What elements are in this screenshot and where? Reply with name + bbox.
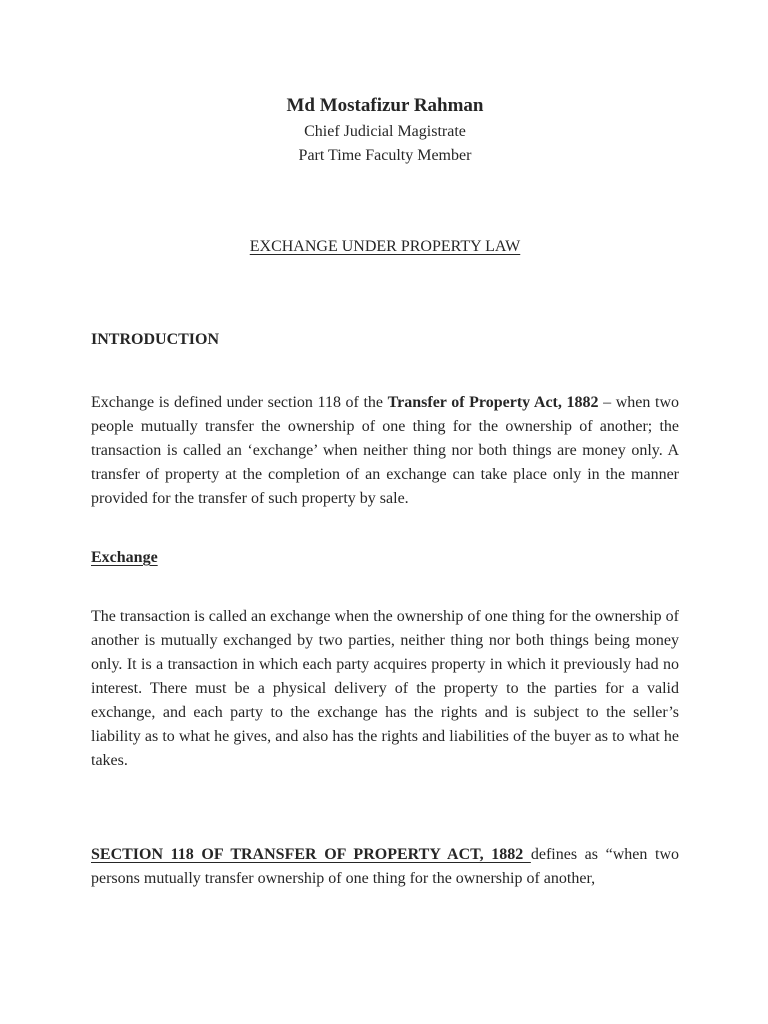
document-title-text: EXCHANGE UNDER PROPERTY LAW (249, 238, 521, 255)
section-118-heading: SECTION 118 OF TRANSFER OF PROPERTY ACT, 1882 (91, 846, 531, 863)
exchange-heading: Exchange (91, 549, 158, 566)
introduction-text-after: – when two people mutually transfer the ownership of one thing for the ownership of another; the transaction is called an ‘exchange’ when neither thing nor both things are money only. A transfer of property at the completion of an exchange can take place only in the manner provided for the transfer of such property by sale. (91, 394, 680, 507)
document-title (91, 235, 679, 259)
section-118-text: defines as “when two persons mutually transfer ownership of one thing for the ownership of another, (91, 846, 680, 887)
author-role: Chief Judicial Magistrate (304, 123, 466, 140)
author-name: Md Mostafizur Rahman (286, 95, 484, 116)
introduction-heading: INTRODUCTION (91, 331, 220, 348)
section-118-paragraph (91, 843, 679, 891)
exchange-paragraph: The transaction is called an exchange when the ownership of one thing for the ownership of another is mutually exchanged by two parties, neither thing nor both things being money only. It is a transaction in which each party acquires property in which it previously had no interest. There must be a physical delivery of the property to the parties for a valid exchange, and each party to the exchange has the rights and is subject to the seller’s liability as to what he gives, and also has the rights and liabilities of the buyer as to what he takes. (91, 608, 679, 769)
act-name-bold: Transfer of Property Act, 1882 (387, 394, 599, 411)
introduction-paragraph (91, 391, 679, 511)
introduction-text-before: Exchange is defined under section 118 of the (91, 394, 388, 411)
author-affiliation: Part Time Faculty Member (298, 147, 472, 164)
